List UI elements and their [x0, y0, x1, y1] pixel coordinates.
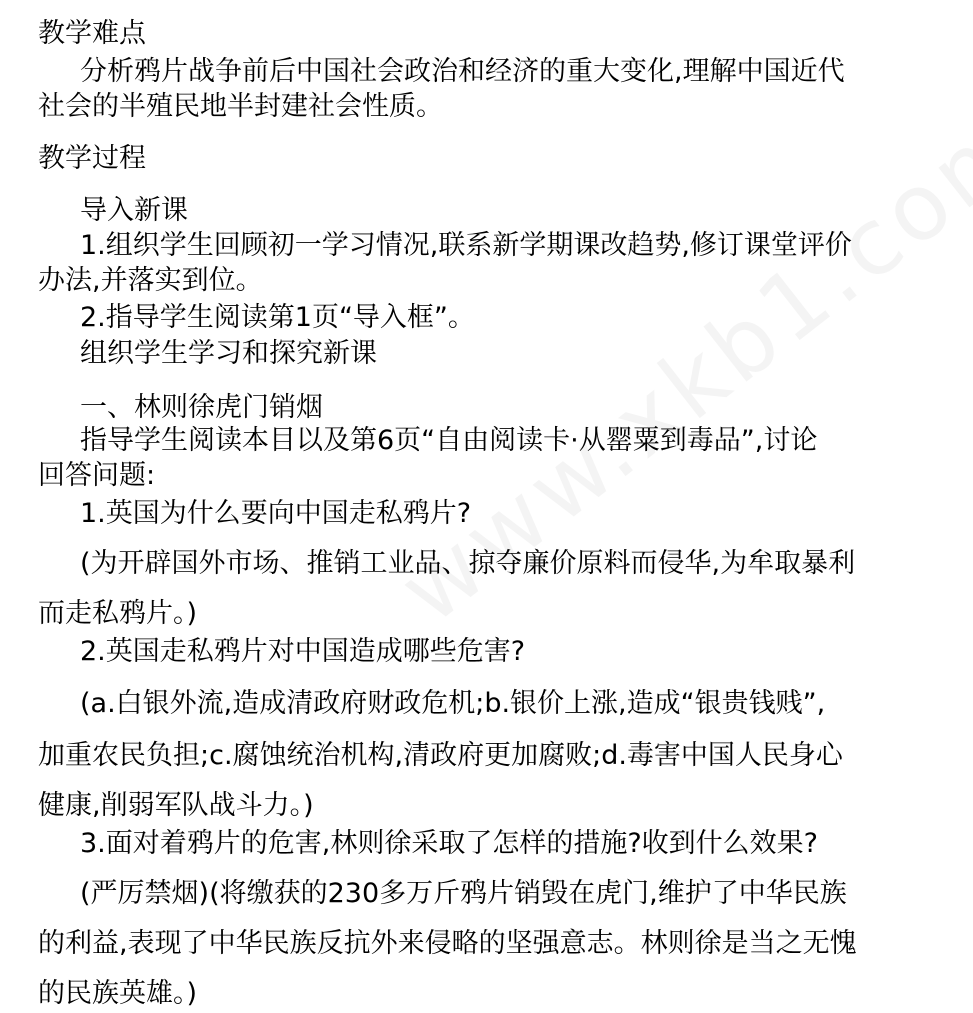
paragraph-line: 办法,并落实到位。	[38, 265, 263, 296]
answer-line: 而走私鸦片。)	[38, 598, 198, 629]
question-line: 3.面对着鸦片的危害,林则徐采取了怎样的措施?收到什么效果?	[80, 828, 819, 859]
answer-line: (为开辟国外市场、推销工业品、掠夺廉价原料而侵华,为牟取暴利	[80, 548, 856, 579]
paragraph-line: 1.组织学生回顾初一学习情况,联系新学期课改趋势,修订课堂评价	[80, 230, 852, 261]
paragraph-line: 指导学生阅读本目以及第6页“自由阅读卡·从罂粟到毒品”,讨论	[80, 425, 818, 456]
subheading-intro: 导入新课	[80, 195, 188, 226]
answer-line: 加重农民负担;c.腐蚀统治机构,清政府更加腐败;d.毒害中国人民身心	[38, 740, 843, 771]
question-line: 2.英国走私鸦片对中国造成哪些危害?	[80, 636, 526, 667]
heading-teaching-difficulty: 教学难点	[38, 18, 146, 49]
heading-teaching-process: 教学过程	[38, 143, 146, 174]
question-line: 1.英国为什么要向中国走私鸦片?	[80, 498, 472, 529]
paragraph-line: 分析鸦片战争前后中国社会政治和经济的重大变化,理解中国近代	[80, 56, 845, 87]
paragraph-line: 回答问题:	[38, 460, 156, 491]
answer-line: (严厉禁烟)(将缴获的230多万斤鸦片销毁在虎门,维护了中华民族	[80, 878, 847, 909]
section-title: 一、林则徐虎门销烟	[80, 392, 323, 423]
paragraph-line: 2.指导学生阅读第1页“导入框”。	[80, 302, 475, 333]
answer-line: 的利益,表现了中华民族反抗外来侵略的坚强意志。林则徐是当之无愧	[38, 928, 857, 959]
answer-line: (a.白银外流,造成清政府财政危机;b.银价上涨,造成“银贵钱贱”,	[80, 688, 826, 719]
subheading-explore: 组织学生学习和探究新课	[80, 338, 377, 369]
answer-line: 健康,削弱军队战斗力。)	[38, 790, 314, 821]
answer-line: 的民族英雄。)	[38, 978, 198, 1009]
paragraph-line: 社会的半殖民地半封建社会性质。	[38, 91, 443, 122]
